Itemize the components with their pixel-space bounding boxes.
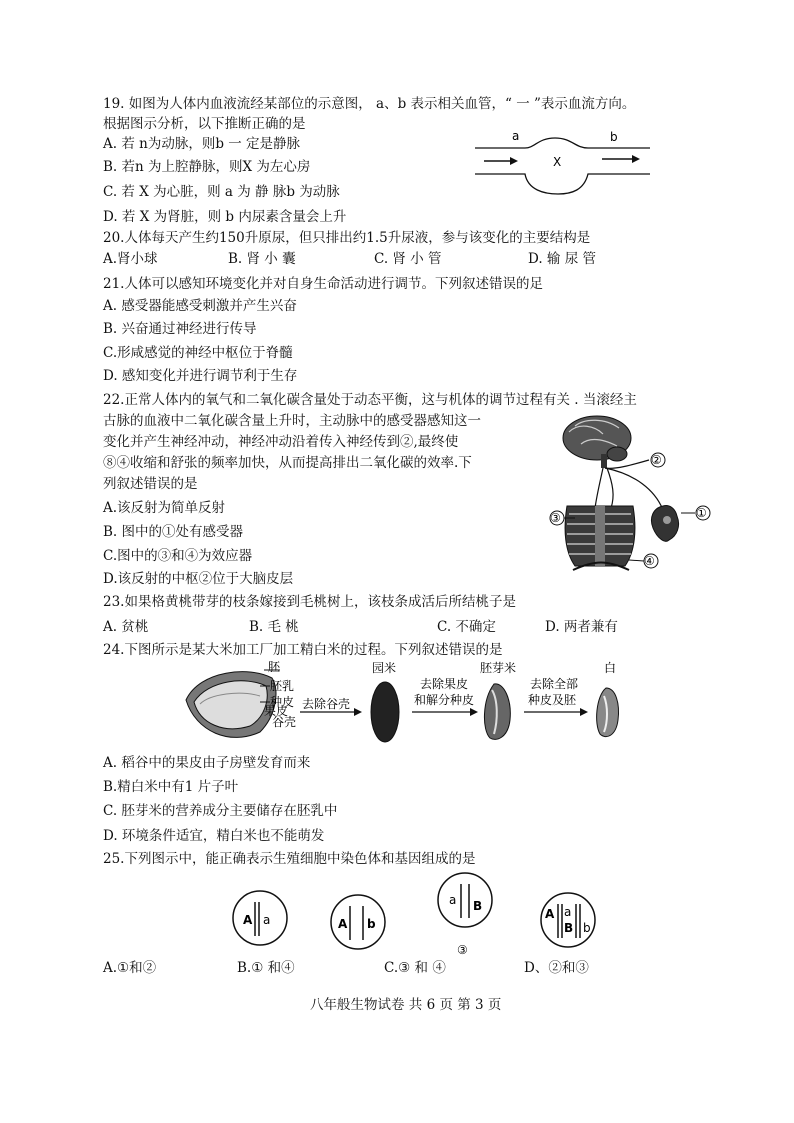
q21-option-d: D. 感知变化并进行调节利于生存 — [103, 368, 298, 384]
q24-label-guke: 谷壳 — [272, 715, 297, 729]
q19-label-b: b — [610, 130, 618, 144]
q22-stem-line3: 变化并产生神经冲动，神经冲动沿着传入神经传到②,最终使 — [103, 434, 459, 450]
cell-1-gene-1: a — [263, 913, 271, 927]
q19-label-a: a — [512, 129, 520, 143]
q21-stem: 21.人体可以感知环境变化并对自身生命活动进行调节。下列叙述错误的足 — [103, 276, 543, 292]
q23-stem: 23.如果格黄桃带芽的枝条嫁接到毛桃树上，该枝条成活后所结桃子是 — [103, 594, 516, 610]
q20-option-b: B. 肾 小 囊 — [228, 251, 296, 267]
q20-option-a: A.肾小球 — [103, 251, 158, 267]
cell-4-gene-0: A — [545, 907, 555, 921]
q24-option-c: C. 胚芽米的营养成分主要储存在胚乳中 — [103, 803, 338, 819]
q24-label-white: 白 — [604, 661, 617, 675]
q24-step1-label: 去除谷壳 — [302, 697, 351, 711]
q25-option-d: D、②和③ — [524, 960, 589, 976]
cell-3-gene-0: a — [449, 893, 457, 907]
cell-3 — [438, 873, 492, 957]
cell-2 — [331, 895, 385, 949]
q22-stem-line4: ⑧④收缩和舒张的频率加快，从而提高排出二氧化碳的效率.下 — [103, 455, 472, 471]
q24-rice-processing-diagram — [180, 660, 640, 750]
cell-3-gene-1: B — [473, 899, 483, 913]
rice-grain-illustration — [186, 672, 276, 738]
page-footer: 八年般生物试卷 共 6 页 第 3 页 — [310, 997, 502, 1013]
q25-option-b: B.① 和④ — [237, 960, 295, 976]
q24-label-guopi: 果皮 — [264, 704, 289, 718]
q25-option-c: C.③ 和 ④ — [384, 960, 446, 976]
q22-label-2: ② — [651, 453, 662, 467]
q24-step2a-label: 去除果皮 — [420, 677, 469, 691]
cell-4-gene-2: B — [564, 921, 574, 935]
q24-option-b: B.精白米中有1 片子叶 — [103, 779, 239, 795]
q22-stem-line2: 古脉的血液中二氧化碳含量上升时，主动脉中的感受器感知这一 — [103, 413, 481, 429]
q21-option-b: B. 兴奋通过神经进行传导 — [103, 321, 257, 337]
q19-option-d: D. 若 X 为肾脏，则 b 内尿素含量会上升 — [103, 209, 347, 225]
q19-blood-vessel-diagram — [470, 129, 660, 200]
q24-label-peiyami: 胚芽米 — [480, 661, 517, 675]
q24-step3b-label: 种皮及胚 — [528, 693, 577, 707]
q22-stem-line5: 列叙述错误的是 — [103, 476, 198, 492]
q19-stem-line1: 19. 如图为人体内血液流经某部位的示意图， a、b 表示相关血管，“ 一 ”表示血流方向。 — [103, 96, 636, 112]
round-rice-grain — [371, 682, 399, 742]
q24-label-zhongpi: 种皮 — [270, 695, 295, 709]
q22-reflex-diagram — [545, 410, 720, 580]
cell-2-gene-0: A — [338, 917, 348, 931]
q19-stem-line2: 根据图示分析，以下推断正确的是 — [103, 116, 306, 132]
q25-option-a: A.①和② — [103, 960, 157, 976]
q24-option-d: D. 环境条件适宜，精白米也不能萌发 — [103, 828, 325, 844]
q24-label-peiru: 胚乳 — [270, 679, 295, 693]
q24-option-a: A. 稻谷中的果皮由子房壁发育而来 — [103, 755, 311, 771]
q23-option-b: B. 毛 桃 — [249, 619, 299, 635]
q24-stem: 24.下图所示是某大米加工厂加工精白米的过程。下列叙述错误的是 — [103, 642, 503, 658]
cell-1-gene-0: A — [243, 913, 253, 927]
q20-stem: 20.人体每天产生约150升原尿，但只排出约1.5升尿液，参与该变化的主要结构是 — [103, 230, 591, 246]
brain-illustration — [563, 416, 631, 468]
q19-option-b: B. 若n 为上腔静脉，则X 为左心房 — [103, 159, 311, 175]
cell-4-gene-1: a — [564, 905, 572, 919]
q19-label-x: X — [553, 155, 562, 169]
cell-3-number: ③ — [457, 943, 468, 957]
q23-option-a: A. 贫桃 — [103, 619, 149, 635]
q24-step3a-label: 去除全部 — [530, 677, 579, 691]
rib-cage-illustration — [565, 506, 635, 570]
q21-option-c: C.形咸感觉的神经中枢位于脊髓 — [103, 345, 293, 361]
q22-option-c: C.图中的③和④为效应器 — [103, 548, 253, 564]
q24-step2b-label: 和解分种皮 — [414, 693, 475, 707]
q23-option-c: C. 不确定 — [437, 619, 496, 635]
q25-stem: 25.下列图示中，能正确表示生殖细胞中染色体和基因组成的是 — [103, 851, 476, 867]
q22-option-d: D.该反射的中枢②位于大脑皮层 — [103, 571, 294, 587]
heart-illustration — [651, 505, 678, 541]
q22-label-3: ③ — [550, 511, 561, 525]
q25-cell-diagrams — [225, 870, 615, 960]
q20-option-c: C. 肾 小 管 — [374, 251, 442, 267]
q22-option-b: B. 图中的①处有感受器 — [103, 524, 244, 540]
q22-label-4: ④ — [644, 554, 655, 568]
cell-4 — [541, 893, 595, 947]
q21-option-a: A. 感受器能感受刺激并产生兴奋 — [103, 298, 297, 314]
q22-option-a: A.该反射为简单反射 — [103, 500, 226, 516]
cell-1 — [233, 891, 287, 945]
q19-option-c: C. 若 X 为心脏，则 a 为 静 脉b 为动脉 — [103, 184, 340, 200]
q19-option-a: A. 若 n为动脉，则b 一 定是静脉 — [103, 136, 301, 152]
q23-option-d: D. 两者兼有 — [545, 619, 618, 635]
q22-stem-line1: 22.正常人体内的氧气和二氧化碳含量处于动态平衡，这与机体的调节过程有关 . 当滚经主 — [103, 392, 637, 408]
q24-label-pei: 胚 — [268, 660, 281, 674]
q22-label-1: ① — [696, 506, 707, 520]
cell-2-gene-1: b — [367, 917, 376, 931]
cell-4-gene-3: b — [583, 921, 591, 935]
q24-label-yuanmi: 园米 — [372, 661, 397, 675]
q20-option-d: D. 输 尿 管 — [528, 251, 597, 267]
